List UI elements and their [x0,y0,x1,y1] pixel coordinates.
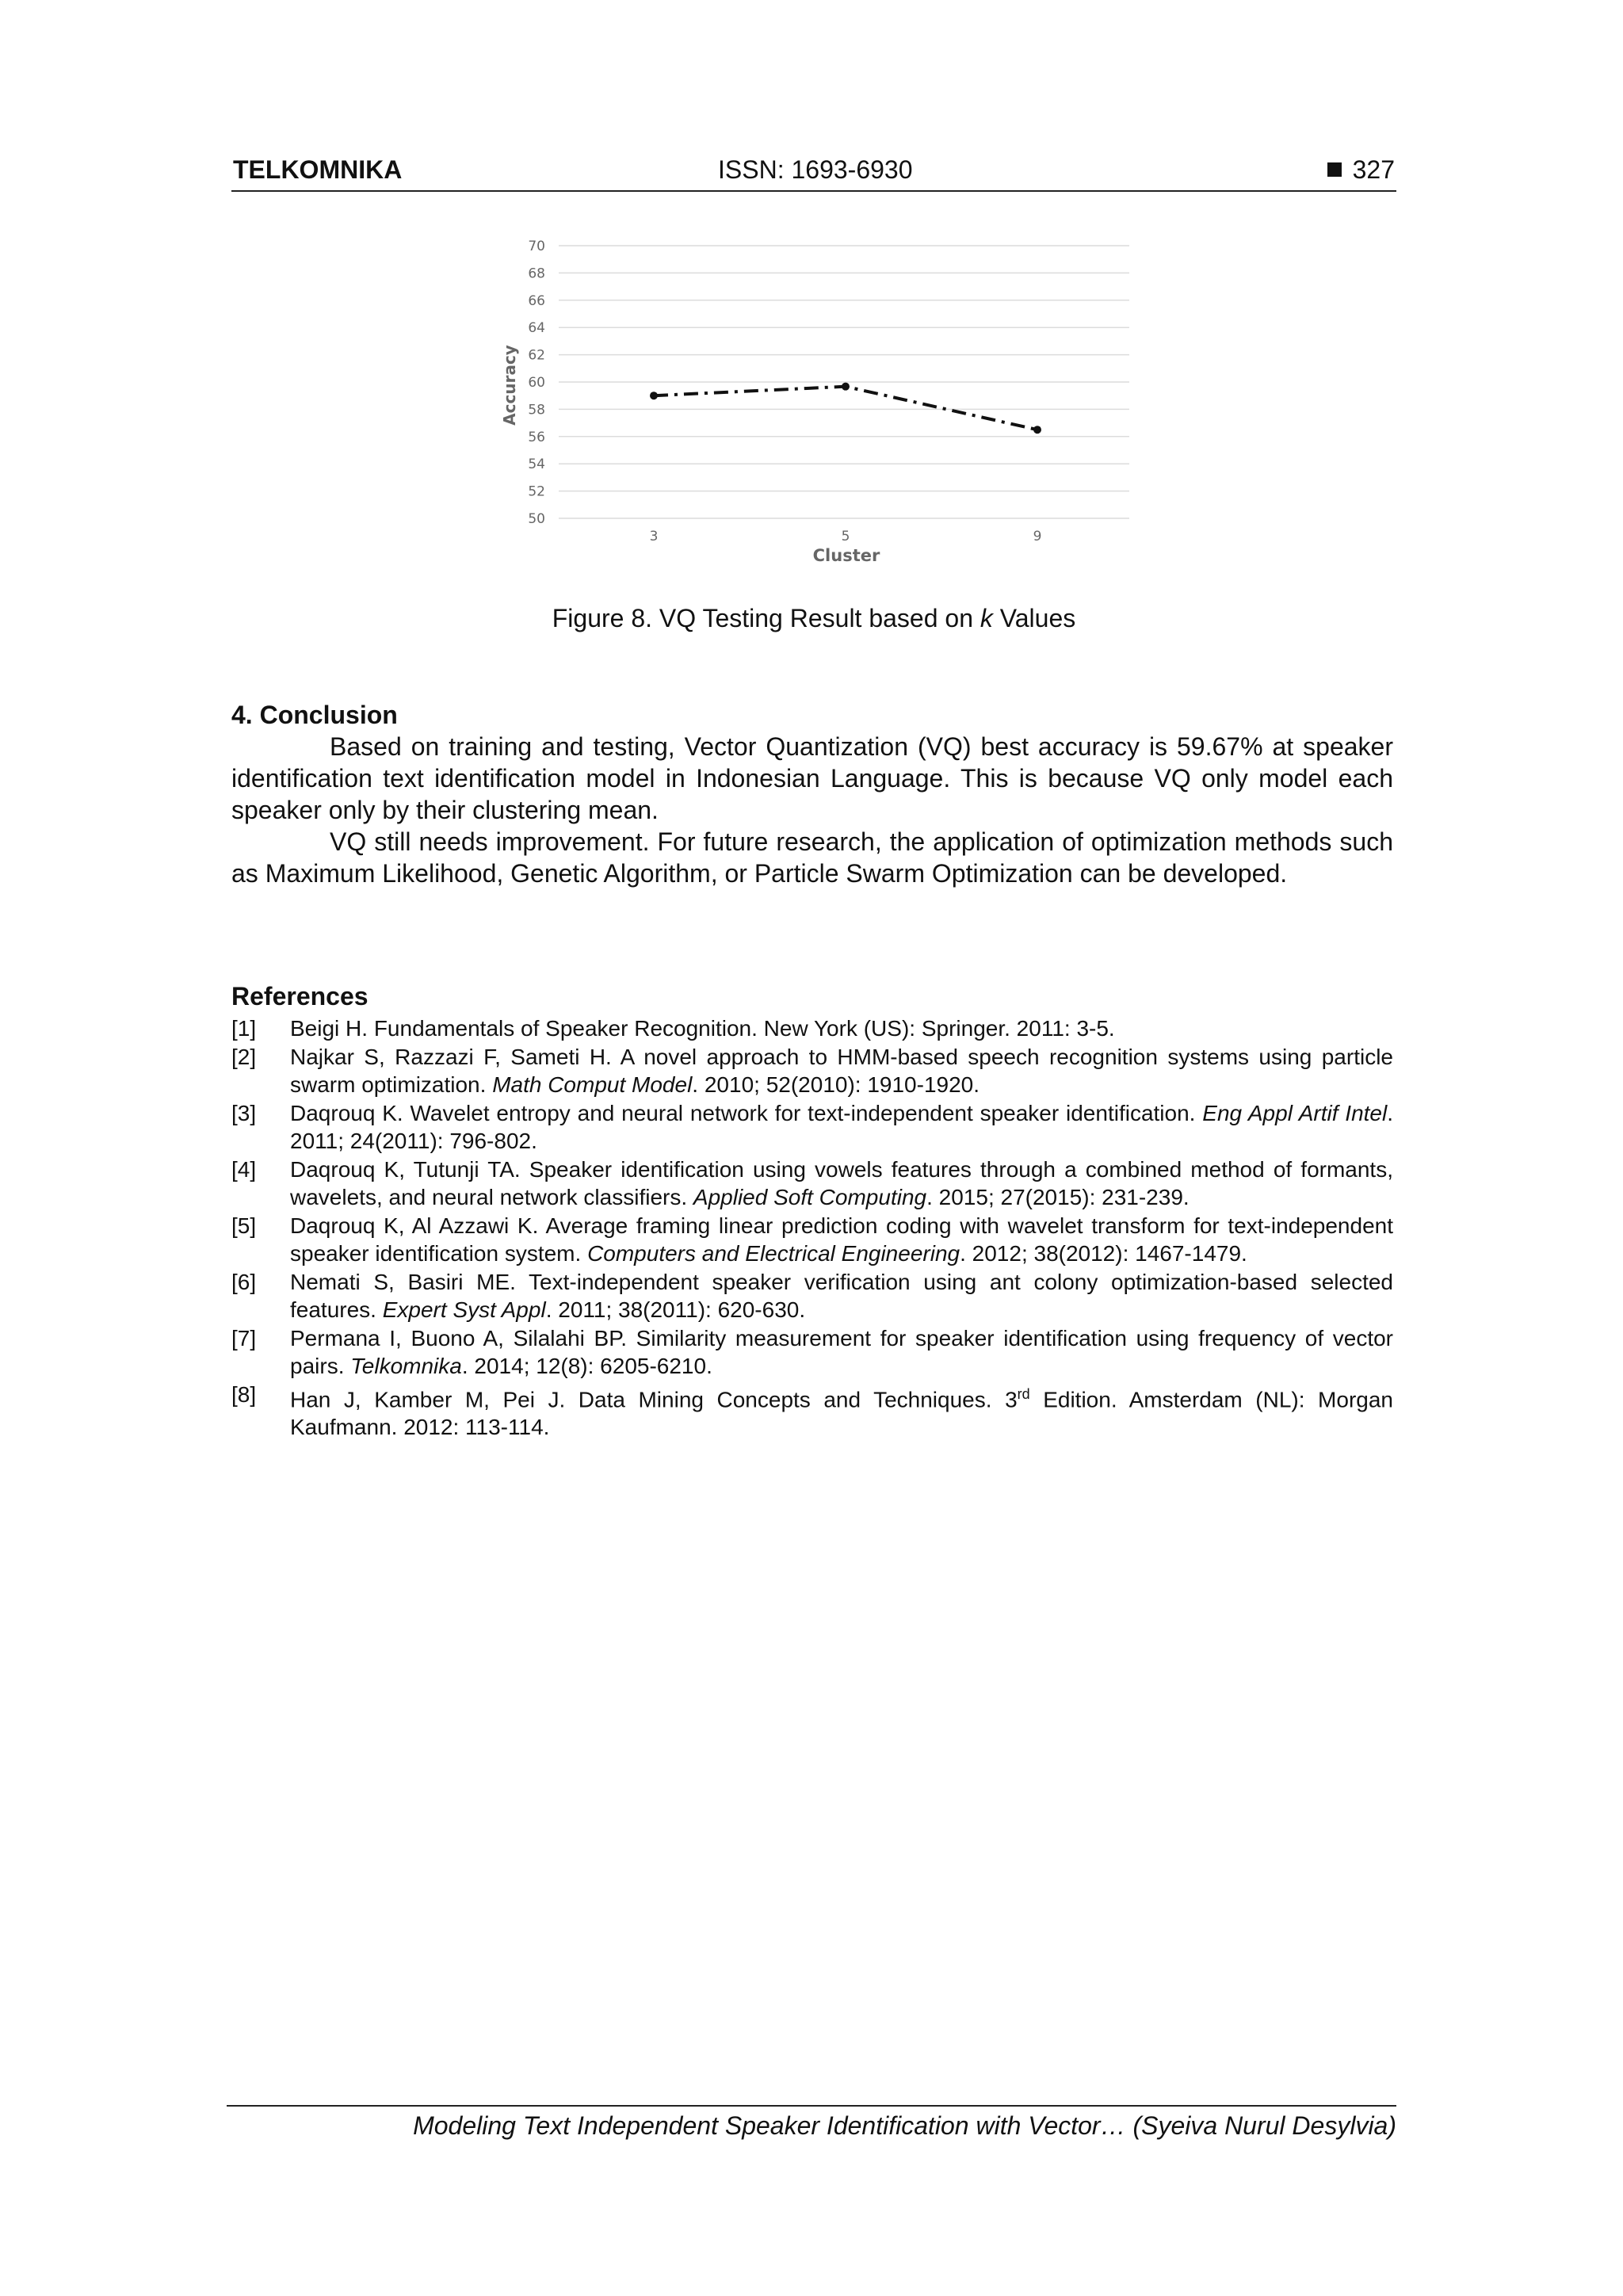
conclusion-paragraph-2: VQ still needs improvement. For future research, the application of optimization methods such as Maximum Likelihood, Genetic Algorithm, or Particle Swarm Optimization can be developed. [231,827,1393,888]
page-header [231,155,1396,192]
issn: ISSN: 1693-6930 [718,155,913,184]
page-number-block [1327,155,1395,185]
reference-item: [1] Beigi H. Fundamentals of Speaker Recognition. New York (US): Springer. 2011: 3-5. [231,1016,1115,1041]
y-tick-label: 58 [528,402,545,418]
page-footer: Modeling Text Independent Speaker Identification with Vector… (Syeiva Nurul Desylvia) [227,2105,1396,2141]
x-tick-label: 5 [841,529,850,544]
reference-item: [5] Daqrouq K, Al Azzawi K. Average framing linear prediction coding with wavelet transform for text-independent speaker identification system. Computers and Electrical Engineering. 2012; 38(2012): 1467-1479. [231,1213,1393,1266]
reference-item: [8] Han J, Kamber M, Pei J. Data Mining Concepts and Techniques. 3rd Edition. Amsterdam (NL): Morgan Kaufmann. 2012: 113-114. [231,1381,1393,1440]
y-tick-label: 66 [528,292,545,309]
journal-name: TELKOMNIKA [233,155,403,184]
y-tick-label: 70 [528,239,545,254]
caption-k: k [980,604,993,632]
x-tick-labels [650,529,1042,544]
y-tick-labels [528,239,545,527]
references-section [231,980,1393,1442]
conclusion-paragraph-1: Based on training and testing, Vector Quantization (VQ) best accuracy is 59.67% at speaker identification text identification model in Indonesian Language. This is because VQ only model each speaker only by their clustering mean. [231,732,1393,824]
figure-caption: Figure 8. VQ Testing Result based on k Values [552,604,1076,632]
reference-item: [7] Permana I, Buono A, Silalahi BP. Similarity measurement for speaker identification using frequency of vector pairs. Telkomnika. 2014; 12(8): 6205-6210. [231,1325,1393,1378]
x-axis-label: Cluster [812,546,880,565]
y-tick-label: 60 [528,375,545,391]
reference-item: [6] Nemati S, Basiri ME. Text-independent speaker verification using ant colony optimization-based selected features. Expert Syst Appl. 2011; 38(2011): 620-630. [231,1269,1393,1322]
y-axis-label: Accuracy [500,345,519,426]
conclusion-heading: 4. Conclusion [231,701,398,729]
references-heading: References [231,982,369,1010]
chart-gridlines [559,246,1129,518]
page-number: 327 [1352,155,1395,184]
conclusion-section [231,699,1393,889]
reference-item: [3] Daqrouq K. Wavelet entropy and neural network for text-independent speaker identification. Eng Appl Artif Intel. 2011; 24(2011): 796-802. [231,1100,1394,1153]
x-tick-label: 3 [649,529,659,544]
chart-svg [491,230,1141,579]
y-tick-label: 50 [528,511,545,527]
reference-item: [2] Najkar S, Razzazi F, Sameti H. A novel approach to HMM-based speech recognition systems using particle swarm optimization. Math Comput Model. 2010; 52(2010): 1910-1920. [231,1044,1393,1097]
y-tick-label: 64 [528,320,545,337]
x-tick-label: 9 [1033,529,1042,544]
accuracy-chart [491,230,1141,579]
square-bullet-icon [1327,162,1342,177]
y-tick-label: 62 [528,347,545,364]
reference-item: [4] Daqrouq K, Tutunji TA. Speaker identification using vowels features through a combined method of formants, wavelets, and neural network classifiers. Applied Soft Computing. 2015; 27(2015): 231-239. [231,1156,1393,1209]
series-points [650,383,1041,434]
y-tick-label: 68 [528,266,545,282]
y-tick-label: 54 [528,457,545,473]
y-tick-label: 56 [528,429,545,445]
series-line [654,387,1037,430]
data-point [842,383,850,391]
data-point [1033,426,1041,434]
data-point [650,392,658,399]
y-tick-label: 52 [528,483,545,500]
